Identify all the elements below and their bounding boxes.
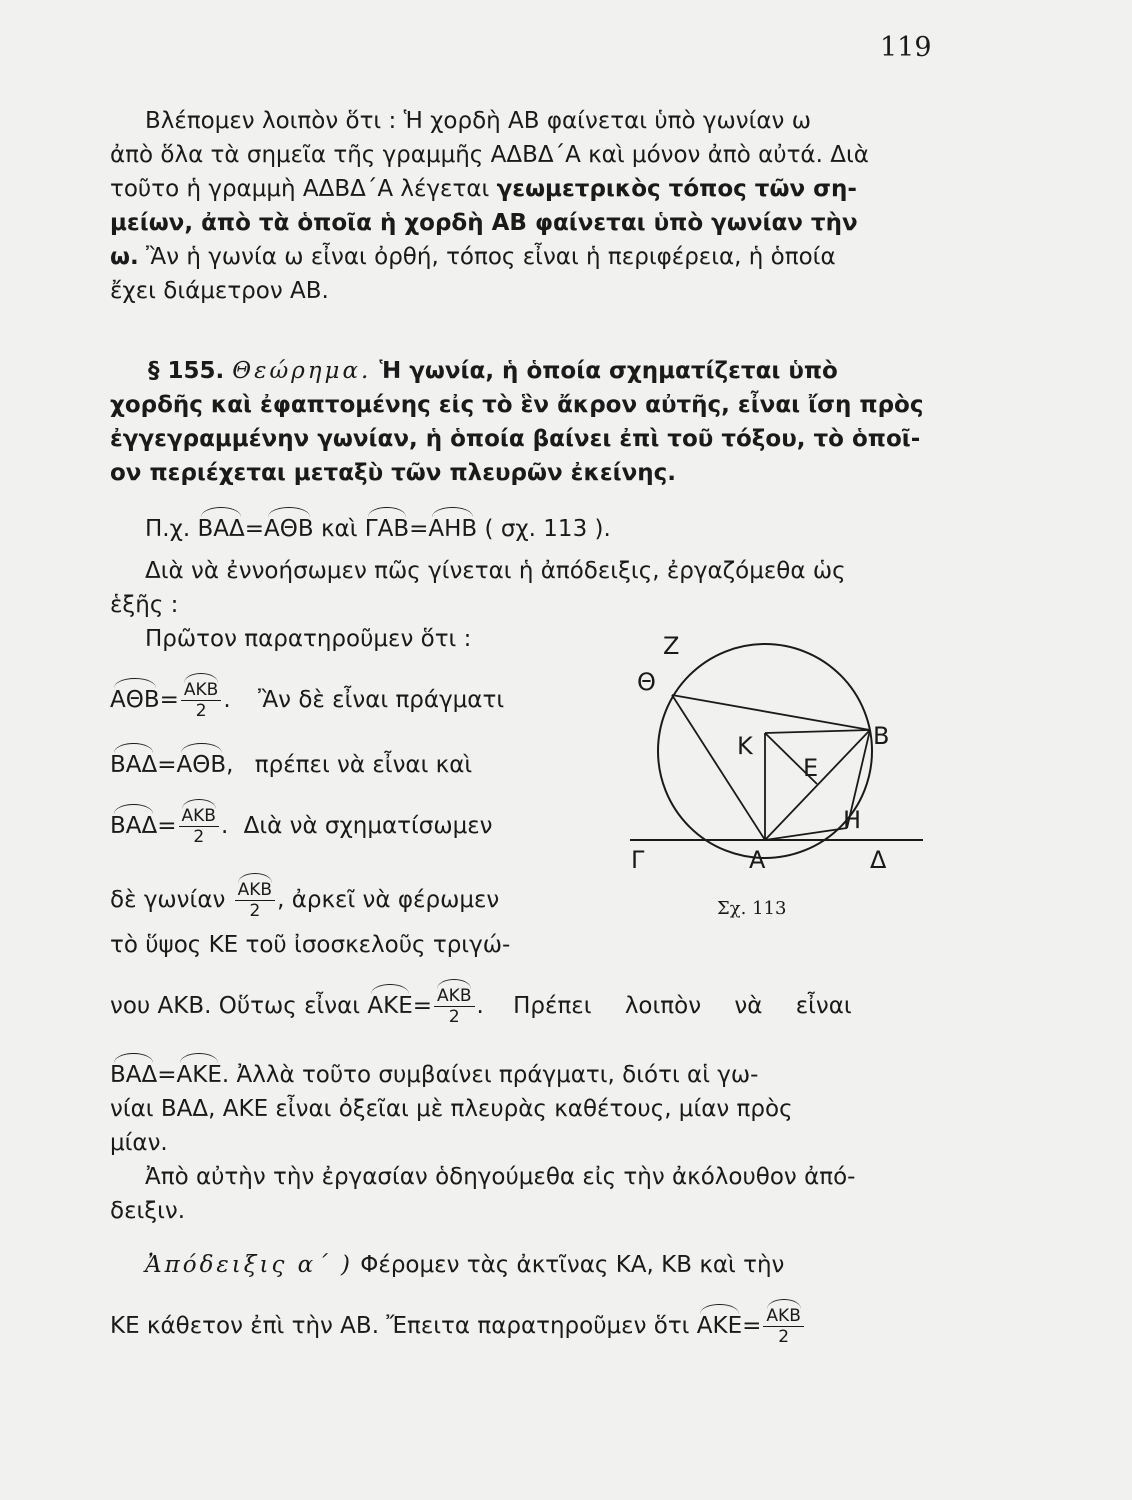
end-line-5: δειξιν. xyxy=(110,1198,186,1224)
para1-line-6: ἔχει διάμετρον ΑΒ. xyxy=(110,278,329,304)
para1-line-3 xyxy=(110,174,857,204)
frac-num-2: ΑΚΒ xyxy=(179,806,219,827)
step-4 xyxy=(110,880,499,921)
chord-theta-b xyxy=(672,695,870,730)
step-4-text-a: δὲ γωνίαν xyxy=(110,887,226,913)
frac-den-5: 2 xyxy=(778,1327,790,1347)
end-line-1: ΒΑΔ=ΑΚΕ. Ἀλλὰ τοῦτο συμβαίνει πράγματι, διότι αἱ γω- xyxy=(110,1062,759,1088)
intro-line-1: Διὰ νὰ ἐννοήσωμεν πῶς γίνεται ἡ ἀπόδειξις, ἐργαζόμεθα ὡς xyxy=(145,558,846,584)
para1-line-1: Βλέπομεν λοιπὸν ὅτι : Ἡ χορδὴ ΑΒ φαίνεται ὑπὸ γωνίαν ω xyxy=(145,108,811,134)
step-1-text: Ἂν δὲ εἶναι πράγματι xyxy=(257,687,505,713)
angle-bad-4: ΒΑΔ xyxy=(110,1062,158,1088)
label-k: Κ xyxy=(737,732,753,760)
step-5: τὸ ὕψος ΚΕ τοῦ ἰσοσκελοῦς τριγώ- xyxy=(110,932,511,958)
intro-line-3: Πρῶτον παρατηροῦμεν ὅτι : xyxy=(145,626,472,652)
label-delta: Δ xyxy=(870,846,887,874)
fraction-akb-2b xyxy=(179,806,219,847)
section-number: § 155. xyxy=(148,358,225,384)
angle-ake-2: ΑΚΕ xyxy=(176,1062,222,1088)
intro-line-2: ἑξῆς : xyxy=(110,592,179,618)
label-a: Α xyxy=(749,846,766,874)
theorem-line-3: ἐγγεγραμμένην γωνίαν, ἡ ὁποία βαίνει ἐπὶ τοῦ τόξου, τὸ ὁποῖ- xyxy=(110,426,921,452)
angle-athb-2: ΑΘΒ xyxy=(110,687,160,713)
step-1: ΑΘΒ= $\frac{\text{ΑΚΒ}}{2}$ . Ἂν δὲ εἶναι πράγματι xyxy=(110,680,505,721)
step-6-text-b: Πρέπει λοιπὸν νὰ εἶναι xyxy=(513,993,852,1019)
label-b: Β xyxy=(873,722,890,750)
frac-den: 2 xyxy=(195,701,207,721)
fraction-akb-2e xyxy=(763,1306,803,1347)
proof-line-2: ΚΕ κάθετον ἐπὶ τὴν ΑΒ. Ἔπειτα παρατηροῦμεν ὅτι ΑΚΕ= $\frac{\text{ΑΚΒ}}{2}$ xyxy=(110,1306,806,1347)
end-line-2: νίαι ΒΑΔ, ΑΚΕ εἶναι ὀξεῖαι μὲ πλευρὰς καθέτους, μίαν πρὸς xyxy=(110,1096,793,1122)
angle-bad-2: ΒΑΔ xyxy=(110,752,158,778)
step-3-text: Διὰ νὰ σχηματίσωμεν xyxy=(243,813,493,839)
theorem-heading: Θεώρημα. xyxy=(232,358,372,384)
frac-den-2: 2 xyxy=(193,827,205,847)
frac-num: ΑΚΒ xyxy=(181,680,221,701)
proof-line-1 xyxy=(145,1250,784,1280)
para1-line-5 xyxy=(110,242,836,272)
frac-num-4: ΑΚΒ xyxy=(434,986,474,1007)
step-2-text: πρέπει νὰ εἶναι καὶ xyxy=(254,752,473,778)
page-number: 119 xyxy=(880,32,932,63)
chord-ah xyxy=(765,828,847,840)
theorem-line-2: χορδῆς καὶ ἐφαπτομένης εἰς τὸ ἓν ἄκρον αὐτῆς, εἶναι ἴση πρὸς xyxy=(110,392,924,418)
example-line xyxy=(145,514,611,544)
angle-bad-1: ΒΑΔ xyxy=(197,516,245,542)
frac-den-3: 2 xyxy=(249,901,261,921)
frac-den-4: 2 xyxy=(448,1007,460,1027)
frac-num-5: ΑΚΒ xyxy=(763,1306,803,1327)
figure-ref: ( σχ. 113 ). xyxy=(484,516,611,542)
theorem-line-4: ον περιέχεται μεταξὺ τῶν πλευρῶν ἐκείνης. xyxy=(110,460,676,486)
theorem-line-1 xyxy=(148,356,838,386)
para1-line-4: μείων, ἀπὸ τὰ ὁποῖα ἡ χορδὴ ΑΒ φαίνεται ὑπὸ γωνίαν τὴν xyxy=(110,210,858,236)
angle-ake-1: ΑΚΕ xyxy=(367,993,413,1019)
step-4-text-b: , ἀρκεῖ νὰ φέρωμεν xyxy=(277,887,500,913)
angle-athb-3: ΑΘΒ xyxy=(176,752,227,778)
theorem-text-1: Ἡ γωνία, ἡ ὁποία σχηματίζεται ὑπὸ xyxy=(379,358,838,384)
proof-line-1-text: Φέρομεν τὰς ἀκτῖνας ΚΑ, ΚΒ καὶ τὴν xyxy=(360,1252,785,1278)
proof-heading: Ἀπόδειξις α΄ ) xyxy=(145,1252,353,1278)
end-line-3: μίαν. xyxy=(110,1130,168,1156)
omega-symbol: ω. xyxy=(110,244,139,270)
fraction-akb-2c xyxy=(235,880,275,921)
fraction-akb-2 xyxy=(181,680,221,721)
label-gamma: Γ xyxy=(631,846,645,874)
chord-theta-a xyxy=(672,695,765,840)
figure-113 xyxy=(625,618,925,938)
step-6-text-a: νου ΑΚΒ. Οὕτως εἶναι xyxy=(110,993,361,1019)
step-6: νου ΑΚΒ. Οὕτως εἶναι ΑΚΕ= $\frac{\text{ΑΚΒ}}{2}$ . Πρέπει λοιπὸν νὰ εἶναι xyxy=(110,986,852,1027)
geometric-locus-term: γεωμετρικὸς τόπος τῶν ση- xyxy=(496,176,857,202)
fraction-akb-2d xyxy=(434,986,474,1027)
angle-ake-3: ΑΚΕ xyxy=(696,1313,743,1339)
example-and: καὶ xyxy=(320,516,358,542)
eq-sign-2: = xyxy=(409,516,429,542)
step-2: ΒΑΔ=ΑΘΒ, πρέπει νὰ εἶναι καὶ xyxy=(110,752,473,778)
figure-113-drawing xyxy=(625,618,925,938)
angle-bad-3: ΒΑΔ xyxy=(110,813,158,839)
angle-ahb: ΑΗΒ xyxy=(428,516,478,542)
proof-line-2-text: ΚΕ κάθετον ἐπὶ τὴν ΑΒ. Ἔπειτα παρατηροῦμεν ὅτι xyxy=(110,1313,690,1339)
step-3: ΒΑΔ= $\frac{\text{ΑΚΒ}}{2}$ . Διὰ νὰ σχηματίσωμεν xyxy=(110,806,493,847)
para1-line-3-text: τοῦτο ἡ γραμμὴ ΑΔΒΔ΄Α λέγεται xyxy=(110,176,490,202)
radius-kb xyxy=(765,730,870,733)
label-z: Ζ xyxy=(663,632,680,660)
eq-sign: = xyxy=(244,516,265,542)
para1-line-2: ἀπὸ ὅλα τὰ σημεῖα τῆς γραμμῆς ΑΔΒΔ΄Α καὶ μόνον ἀπὸ αὐτά. Διὰ xyxy=(110,142,869,168)
example-prefix: Π.χ. xyxy=(145,516,191,542)
para1-line-5-text: Ἂν ἡ γωνία ω εἶναι ὀρθή, τόπος εἶναι ἡ περιφέρεια, ἡ ὁποία xyxy=(146,244,836,270)
end-line-4: Ἀπὸ αὐτὴν τὴν ἐργασίαν ὁδηγούμεθα εἰς τὴν ἀκόλουθον ἀπό- xyxy=(145,1164,856,1190)
figure-caption: Σχ. 113 xyxy=(717,898,787,919)
label-theta: Θ xyxy=(637,668,656,696)
angle-gab: ΓΑΒ xyxy=(364,516,410,542)
frac-num-3: ΑΚΒ xyxy=(235,880,275,901)
angle-athb-1: ΑΘΒ xyxy=(264,516,314,542)
end-line-1-text: . Ἀλλὰ τοῦτο συμβαίνει πράγματι, διότι αἱ γω- xyxy=(221,1062,759,1088)
label-e: Ε xyxy=(803,754,819,782)
label-h: Η xyxy=(843,806,862,834)
